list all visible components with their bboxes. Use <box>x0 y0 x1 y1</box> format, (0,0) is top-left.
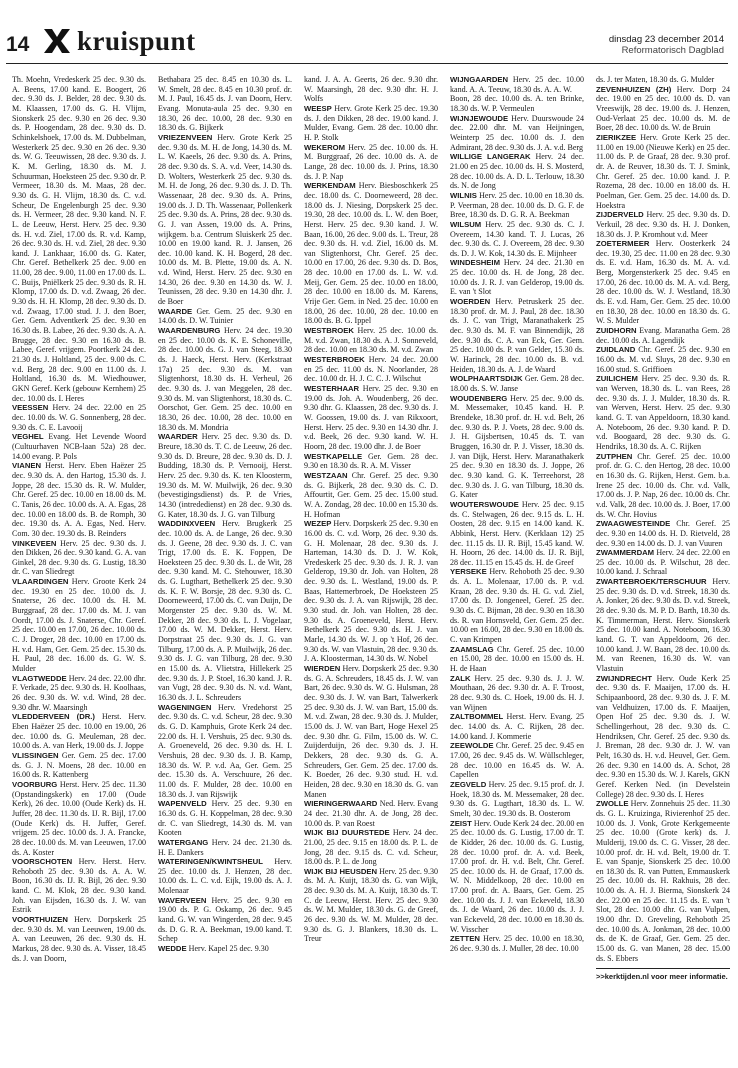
listing-entry: ZWIJNDRECHT Herv. Oude Kerk 25 dec. 9.30 ds. F. Maaijen, 17.00 ds. H. Schipaanboord, 28 dec. 9.30 ds. J. F. M. van Veldhuizen, 17.00 ds. F. Maaijen, Open Hof 25 dec. 9.30 ds. J. W. Schellingerhout, 28 dec. 9.30 ds. C. Hendriksen, Chr. Geref. 25 dec. 9.30 ds. J. Breman, 28 dec. 9.30 dr. J. W. van Pelt, 16.30 ds. H. v.d. Heuvel, Ger. Gem. 26 dec. 9.30 en 14.00 ds. A. Schot, 28 dec. 9.30 en 15.30 ds. W. J. Karels, GKN Geref. Kerken Ned. (in Develstein College) 28 dec. 9.30 ds. I. Heres <box>596 673 730 799</box>
listing-entry: WEZEP Herv. Dorpskerk 25 dec. 9.30 en 16.00 ds. C. v.d. Worp, 26 dec. 9.30 ds. G. H. Molenaar, 28 dec. 9.30 ds. J. Harteman, 14.30 ds. D. J. W. Kok, Vredeskerk 25 dec. 9.30 ds. J. R. J. van Gelderop, 19.30 dr. Joh. van Holten, 28 dec. 9.30 ds. L. Westland, 19.00 ds. P. Baas, Hattemerbroek, De Hoeksteen 25 dec. 9.30 ds. J. A. van Rijswijk, 28 dec. 9.30 stud. dr. Joh. van Holten, 28 dec. 9.30 ds. A. Groeneveld, Herst. Herv. Bethelkerk 25 dec. 9.30 ds. H. J. van Marle, 14.30 ds. W. J. op 't Hof, 26 dec. 9.30 ds. W. van Vlastuin, 28 dec. 9.30 ds. J. A. Kloosterman, 14.30 ds. W. Nobel <box>304 519 438 664</box>
listing-entry: WADDINXVEEN Herv. Brugkerk 25 dec. 10.00 ds. A. de Lange, 26 dec. 9.30 ds. J. Geene, 28 dec. 9.30 ds. J. C. van Trigt, 17.00 ds. E. K. Foppen, De Hoeksteen 25 dec. 9.30 ds. L. de Wit, 28 dec. 9.30 kand. M. C. Stehouwer, 18.30 ds. G. Lugthart, Bethelkerk 25 dec. 9.30 ds. K. F. W. Borsje, 28 dec. 9.30 ds. C. Doorneweerd, 17.00 ds. C. van Duijn, De Morgenster 25 dec. 9.30 ds. W. M. Dekker, 28 dec. 9.30 ds. L. J. Vogelaar, 17.00 ds. W. M. Dekker, Herst. Herv. Dorpstraat 25 dec. 9.30 ds. J. G. van Tilburg, 17.00 ds. A. P. Muilwijk, 26 dec. 9.30 ds. J. G. van Tilburg, 28 dec. 9.30 en 15.00 ds. A. Vlietstra, Hillekerk 25 dec. 9.30 ds. J. P. Stoel, 16.30 kand. J. R. van Vugt, 28 dec. 9.30 ds. N. v.d. Want, 16.30 ds. J. L. Schreuders <box>158 519 292 702</box>
listing-entry: VEGHEL Evang. Het Levende Woord (Cultuurhaven NCB-laan 52a) 28 dec. 14.00 evang. P. Pols <box>12 432 146 461</box>
listing-entry: WATERGANG Herv. 24 dec. 21.30 ds. H. E. Dankers <box>158 837 292 857</box>
listing-entry: WESTERHAAR Herv. 25 dec. 9.30 en 19.00 ds. Joh. A. Woudenberg, 26 dec. 9.30 dhr. G. Klaassen, 28 dec. 9.30 ds. J. W. Goossen, 19.00 ds. J. van Rikxoort, Herst. Herv. 25 dec. 9.30 en 14.30 dhr. J. v.d. Beek, 26 dec. 9.30 kand. W. H. Hoorn, 28 dec. 19.00 dhr. J. de Boer <box>304 384 438 451</box>
listing-entry: WILSUM Herv. 25 dec. 9.30 ds. C. J. Overeem, 14.30 kand. T. J. Lucas, 26 dec. 9.30 ds. C. J. Overeem, 28 dec. 9.30 ds. D. J. W. Kok, 14.30 ds. E. Mijnheer <box>450 219 584 258</box>
listing-entry: VOORSCHOTEN Herv. Herst. Herv. Rehoboth 25 dec. 9.30 ds. A. A. W. Boon, 16.30 ds. IJ. R. Bijl, 26 dec. 9.30 kand. C. M. Klok, 28 dec. 9.30 kand. Joh. van Eijsden, 16.30 ds. J. W. van Estrik <box>12 857 146 915</box>
listing-entry: WIJK BIJ HEUSDEN Herv. 25 dec. 9.30 ds. M. A. Kuijt, 18.30 ds. G. van Wijk, 28 dec. 9.30 ds. M. A. Kuijt, 18.30 ds. T. C. de Leeuw, Herst. Herv. 25 dec. 9.30 ds. W. M. Mulder, 18.30 ds. G. de Greef, 26 dec. 9.30 ds. W. M. Mulder, 28 dec. 9.30 ds. G. J. Blankers, 18.30 ds. L. Treur <box>304 866 438 944</box>
listing-entry: ZETTEN Herv. 25 dec. 10.00 en 18.30, 26 dec. 9.30 ds. J. Muller, 28 dec. 10.00 <box>450 934 584 954</box>
listing-entry: WAVERVEEN Herv. 25 dec. 9.30 en 19.00 ds. P. G. Oskamp, 26 dec. 9.45 kand. G. W. van Wingerden, 28 dec. 9.45 ds. D. G. R. A. Beekman, 19.00 kand. T. Schep <box>158 895 292 944</box>
listing-entry: VINKEVEEN Herv. 25 dec. 9.30 ds. J. den Dikken, 26 dec. 9.30 kand. G. A. van Ginkel, 28 dec. 9.30 ds. G. Lustig, 18.30 dr. C. van Sliedregt <box>12 538 146 577</box>
listing-entry: WIERDEN Herv. Dorpskerk 25 dec. 9.30 ds. G. A. Schreuders, 18.45 ds. J. W. van Bart, 26 dec. 9.30 ds. W. G. Hulsman, 28 dec. 9.30 ds. J. W. van Bart, Talwerkerk 25 dec. 9.30 ds. J. W. van Bart, 15.00 ds. M. v.d. Zwan, 28 dec. 9.30 ds. J. Mulder, 15.00 ds. J. W. van Bart, Hoge Hexel 25 dec. 9.30 dhr. G. Film, 15.00 ds. W. C. Zuijderduijn, 26 dec. 9.30 ds. J. H. Dekkers, 28 dec. 9.30 ds. G. A. Schreuders, Ger. Gem. 25 dec. 17.00 ds. K. Boeder, 26 dec. 9.30 stud. H. v.d. Heiden, 28 dec. 9.30 en 18.30 ds. G. van Manen <box>304 664 438 799</box>
listing-entry: VLISSINGEN Ger. Gem. 25 dec. 17.00 ds. G. J. N. Moens, 28 dec. 10.00 en 16.00 ds. R. Kattenberg <box>12 750 146 780</box>
listing-entry: ZUILICHEM Herv. 25 dec. 9.30 ds. R. van Werven, 18.30 ds. L. van Rees, 28 dec. 9.30 ds. J. J. Mulder, 18.30 ds. R. van Werven, Herst. Herv. 25 dec. 9.30 kand. G. T. van Appeldoorn, 18.30 kand. A. Noteboom, 26 dec. 9.30 kand. P. D. v.d. Boogaard, 28 dec. 9.30 ds. G. Hendriks, 18.30 ds. A. C. Rijken <box>596 374 730 451</box>
footer-note: >>kerktijden.nl voor meer informatie. <box>596 968 730 982</box>
listing-entry: VOORTHUIZEN Herv. Dorpskerk 25 dec. 9.30 ds. M. van Leeuwen, 19.00 ds. A. van Leeuwen, 26 dec. 9.30 ds. H. Markus, 28 dec. 9.30 ds. A. Visser, 18.45 ds. J. van Doorn, <box>12 915 146 963</box>
church-services-listing <box>12 75 730 1055</box>
listing-entry: ZOETERMEER Herv. Oosterkerk 24 dec. 19.30, 25 dec. 11.00 en 28 dec. 9.30 ds. E. v.d. Ham, 16.30 ds. M. A. v.d. Berg, Morgensterkerk 25 dec. 9.45 en 17.00, 26 dec. 10.00 ds. M. A. v.d. Berg, 28 dec. 10.00 ds. W. J. Westland, 18.30 ds. E. v.d. Ham, Ger. Gem. 25 dec. 10.00 en 18.30, 28 dec. 10.00 en 18.30 ds. G. W. S. Mulder <box>596 239 730 326</box>
listing-entry: ZIJDERVELD Herv. 25 dec. 9.30 ds. D. Verkuil, 28 dec. 9.30 ds. H. J. Donken, 18.30 ds. J. P. Kromhout v.d. Meer <box>596 210 730 239</box>
listing-entry: WESTZAAN Chr. Geref. 25 dec. 9.30 ds. G. Bijkerk, 28 dec. 9.30 ds. C. D. Affourtit, Ger. Gem. 25 dec. 15.00 stud. W. A. Zondag, 28 dec. 10.00 en 15.30 ds. H. Hofman <box>304 470 438 519</box>
listing-entry: WIERINGERWAARD Ned. Herv. Evang 24 dec. 21.30 dhr. A. de Jong, 28 dec. 10.00 ds. P. van Roest <box>304 799 438 828</box>
listing-entry: WILNIS Herv. 25 dec. 10.00 en 18.30 ds. P. Veerman, 28 dec. 10.00 ds. D. G. F. de Bree, 18.30 ds. D. G. R. A. Beekman <box>450 190 584 220</box>
column-4 <box>450 75 584 1055</box>
section-title: kruispunt <box>77 26 196 56</box>
listing-entry: ZEGVELD Herv. 25 dec. 9.15 prof. dr. J. Hoek, 18.30 ds. M. Messemaker, 28 dec. 9.30 ds. G. Lugthart, 18.30 ds. L. W. Smelt, 30 dec. 19.30 ds. B. Oosterom <box>450 779 584 818</box>
listing-entry: Bethabara 25 dec. 8.45 en 10.30 ds. L. W. Smelt, 28 dec. 8.45 en 10.30 prof. dr. M. J. Paul, 16.45 ds. J. van Doorn, Herv. Evang. Monuta-aula 25 dec. 9.30 en 18.30, 26 dec. 10.00, 28 dec. 9.30 en 18.30 ds. G. Bijkerk <box>158 75 292 133</box>
dateline <box>609 34 724 56</box>
listing-entry: WESTBROEK Herv. 25 dec. 10.00 ds. M. v.d. Zwan, 18.30 ds. A. J. Sonneveld, 28 dec. 10.00 en 18.30 ds. M. v.d. Zwan <box>304 326 438 355</box>
cross-logo-icon <box>41 26 73 56</box>
listing-entry: WOERDEN Herv. Petruskerk 25 dec. 18.30 prof. dr. M. J. Paul, 28 dec. 18.30 ds. J. C. van Trigt, Maranathakerk 25 dec. 9.30 ds. M. F. van Binnendijk, 28 dec. 9.30 ds. C. A. van Eck, Ger. Gem. 25 dec. 10.00 ds. P. van Gelder, 15.30 ds. W. Harinck, 28 dec. 10.00 ds. B. v.d. Heiden, 18.30 ds. A. J. de Waard <box>450 297 584 374</box>
listing-entry: ZEVENHUIZEN (ZH) Herv. Dorp 24 dec. 19.00 en 25 dec. 10.00 ds. D. van Vreeswijk, 28 dec. 19.00 ds. J. Henzen, Oud-Verlaat 25 dec. 10.00 ds. M. de Boer, 28 dec. 10.00 ds. W. de Bruin <box>596 84 730 133</box>
listing-entry: WIJNGAARDEN Herv. 25 dec. 10.00 kand. A. A. Teeuw, 18.30 ds. A. A. W. <box>450 75 584 94</box>
listing-entry: WINDESHEIM Herv. 24 dec. 21.30 en 25 dec. 10.00 ds. H. de Jong, 28 dec. 10.00 ds. J. R. J. van Gelderop, 19.00 ds. E. van 't Slot <box>450 258 584 297</box>
column-2 <box>158 75 292 1055</box>
listing-entry: WAGENINGEN Herv. Vredehorst 25 dec. 9.30 ds. C. v.d. Scheur, 28 dec. 9.30 ds. G. D. Kamphuis, Grote Kerk 24 dec. 22.00 ds. H. I. Vershuis, 25 dec. 9.30 ds. A. Groeneveld, 26 dec. 9.30 ds. H. I. Vershuis, 28 dec. 9.30 ds. J. B. Kamp, 18.30 ds. W. P. v.d. Aa, Ger. Gem. 25 dec. 15.30 ds. A. Verschuure, 26 dec. 11.00 ds. F. Mulder, 28 dec. 10.00 en 18.30 ds. J. van Rijswijk <box>158 702 292 799</box>
listing-entry: ZWARTEBROEK/TERSCHUUR Herv. 25 dec. 9.30 ds. D. v.d. Streek, 18.30 ds. A. Jonker, 26 dec. 9.30 ds. D. v.d. Streek, 28 dec. 9.30 ds. M. P. D. Barth, 18.30 ds. K. Timmerman, Herst. Herv. Sionskerk 25 dec. 10.00 kand. A. Noteboom, 16.30 kand. G. T. van Appeldoorn, 26 dec. 10.00 kand. J. W. Baan, 28 dec. 10.00 ds. M. van Reenen, 16.30 ds. W. van Vlastuin <box>596 577 730 674</box>
listing-entry: VLAARDINGEN Herv. Groote Kerk 24 dec. 19.30 en 25 dec. 10.00 ds. J. Snaterse, 26 dec. 10.00 ds. H. M. Burggraaf, 28 dec. 17.00 ds. M. J. van Oordt, 17.00 ds. J. Snaterse, Chr. Geref. 25 dec. 10.00 en 17.00, 26 dec. 10.00 ds. C. J. Droger, 28 dec. 10.00 en 17.00 ds. H. v.d. Ham, Ger. Gem. 25 dec. 15.30 ds. H. Paul, 28 dec. 16.00 ds. G. W. S. Mulder <box>12 577 146 674</box>
listing-entry: WIJNJEWOUDE Herv. Duurswoude 24 dec. 22.00 dhr. M. van Heijningen, Weinterp 25 dec. 10.00 ds. J. den Admirant, 28 dec. 9.30 ds. J. A. v.d. Berg <box>450 113 584 152</box>
listing-entry: ZUTPHEN Chr. Geref. 25 dec. 10.00 prof. dr. G. C. den Hertog, 28 dec. 10.00 en 16.30 ds. G. Rijken, Herst. Gem. b.a. Irene 25 dec. 10.00 ds. Chr. v.d. Valk, 17.00 ds. J. P. Nap, 26 dec. 10.00 ds. Chr. v.d. Valk, 28 dec. 10.00 ds. J. Boer, 17.00 ds. W. Chr. Hovius <box>596 451 730 519</box>
header-rule <box>6 63 728 64</box>
listing-entry: WESTERBROEK Herv. 24 dec. 20.00 en 25 dec. 11.00 ds. N. Noorlander, 28 dec. 10.00 dr. H. J. C. C. J. Wilschut <box>304 355 438 384</box>
listing-entry: kand. J. A. A. Geerts, 26 dec. 9.30 dhr. W. Maarsingh, 28 dec. 9.30 dhr. H. J. Wolfs <box>304 75 438 104</box>
listing-entry: WESTKAPELLE Ger. Gem. 28 dec. 9.30 en 18.30 ds. R. A. M. Visser <box>304 451 438 471</box>
listing-entry: ds. J. ter Maten, 18.30 ds. G. Mulder <box>596 75 715 84</box>
listing-entry: WERKENDAM Herv. Biesboschkerk 25 dec. 18.00 ds. C. Doorneweerd, 28 dec. 18.00 ds. J. Niesing, Dorpskerk 25 dec. 19.30, 28 dec. 10.00 ds. L. W. den Boer, Herst. Herv. 25 dec. 9.30 kand. J. W. Baan, 16.00, 26 dec. 9.00 ds. L. Treur, 28 dec. 9.30 ds. H. v.d. Ziel, 16.00 ds. M. van Sligtenhorst, Chr. Geref. 25 dec. 10.00 en 17.00, 26 dec. 9.30 ds. D. Bos, 28 dec. 10.00 en 17.00 ds. L. W. v.d. Meij, Ger. Gem. 25 dec. 10.00 en 18.00, 28 dec. 10.00 en 18.00 ds. M. Karens, Vrije Ger. Gem. in Ned. 25 dec. 10.00 en 18.00, 26 dec. 10.00, 28 dec. 10.00 en 18.00 ds. B. G. Ippel <box>304 181 438 326</box>
listing-entry: VIANEN Herst. Herv. Eben Haëzer 25 dec. 9.30 ds. A. den Hartog, 15.30 ds. J. Joppe, 28 dec. 15.30 ds. R. W. Mulder, Chr. Geref. 25 dec. 10.00 en 18.00 ds. M. C. Tanis, 26 dec. 10.00 ds. A. A. Egas, 28 dec. 10.00 en 18.00 ds. B. de Romph, 30 dec. 19.30 ds. A. A. Egas, Ned. Herv. Com. 30 dec. 19.30 ds. B. Reinders <box>12 461 146 538</box>
listing-entry: WAPENVELD Herv. 25 dec. 9.30 en 16.30 ds. G. H. Koppelman, 28 dec. 9.30 dr. C. van Sliedregt, 14.30 ds. M. van Kooten <box>158 799 292 838</box>
listing-entry: WOLPHAARTSDIJK Ger. Gem. 28 dec. 18.00 ds. S. W. Janse <box>450 374 584 393</box>
listing-entry: ZWAAGWESTEINDE Chr. Geref. 25 dec. 9.30 en 14.00 ds. H. D. Rietveld, 28 dec. 9.30 en 14.00 ds. D. J. van Vuuren <box>596 519 730 548</box>
date-text: dinsdag 23 december 2014 <box>608 34 724 45</box>
listing-entry: Boon, 28 dec. 10.00 ds. A. ten Brinke, 18.30 ds. W. P. Vermeulen <box>450 94 584 113</box>
listing-entry: WAARDENBURG Herv. 24 dec. 19.30 en 25 dec. 10.00 ds. K. E. Schoneville, 28 dec. 10.00 ds. G. J. van Steeg, 18.30 ds. J. Haeck, Herst. Herv. (Kerkstraat 17a) 25 dec. 9.30 ds. M. van Sligtenhorst, 18.30 ds. H. Verheul, 26 dec. 9.30 ds. J. van Meggelen, 28 dec. 9.30 ds. M. van Sligtenhorst, 18.30 ds. C. Oorschot, Ger. Gem. 25 dec. 10.00 en 18.30, 26 dec. 10.00, 28 dec. 10.00 en 18.30 ds. M. Mondria <box>158 326 292 432</box>
column-1 <box>12 75 146 1055</box>
listing-entry: YERSEKE Herv. Rehoboth 25 dec. 9.30 ds. A. L. Molenaar, 17.00 ds. P. v.d. Kraan, 28 dec. 9.30 ds. H. G. v.d. Ziel, 17.00 ds. D. Jongeneel, Geref. 25 dec. 9.30 ds. C. Bijman, 28 dec. 9.30 en 18.30 ds. R. van Hornsveld, Ger. Gem. 25 dec. 10.00 en 16.00, 28 dec. 9.30 en 18.00 ds. C. van Krimpen <box>450 567 584 645</box>
column-5 <box>596 75 730 1055</box>
listing-entry: ZUIDLAND Chr. Geref. 25 dec. 9.30 en 16.00 ds. M. v.d. Sluys, 28 dec. 9.30 en 16.00 stud. S. Griffioen <box>596 345 730 374</box>
listing-entry: WAARDE Ger. Gem. 25 dec. 9.30 en 14.00 ds. D. W. Tuinier <box>158 306 292 326</box>
column-3 <box>304 75 438 1055</box>
listing-entry: WEESP Herv. Grote Kerk 25 dec. 19.30 ds. J. den Dikken, 28 dec. 19.00 kand. J. Mulder, Evang. Gem. 28 dec. 10.00 dhr. H. P. Stolk <box>304 103 438 142</box>
page-number: 14 <box>6 33 30 56</box>
listing-entry: Th. Moehn, Vredeskerk 25 dec. 9.30 ds. A. Beens, 17.00 kand. E. Boogert, 26 dec. 9.30 ds. J. Belder, 28 dec. 9.30 ds. M. Klaassen, 17.00 ds. G. H. Vlijm, Sionskerk 25 dec. 9.30 en 26 dec. 9.30 ds. P. Hoogendam, 28 dec. 9.30 ds. D. Schinkelshoek, 17.00 ds. M. Dubbelman, Westerkerk 25 dec. 9.30 en 26 dec. 9.30 ds. W. G. Teeuwissen, 28 dec. 9.30 ds. J. K. M. Gerling, 18.30 ds. M. J. Schuurman, Hoeksteen 25 dec. 9.30 dr. P. Vermeer, 18.30 ds. M. Maas, 28 dec. 9.30 ds. G. H. Vlijm, 18.30 ds. C. v.d. Scheur, De Engelenburgh 25 dec. 9.30 ds. H. Vermeer, 28 dec. 9.30 kand. N. F. L. de Leeuw, Herst. Herv. 25 dec. 9.30 ds. H. v.d. Ziel, 17.00 ds. R. v.d. Kamp, 26 dec. 9.30 ds. H. v.d. Ziel, 28 dec. 9.30 kand. J. Lankhaar, 16.00 ds. G. Kater, Chr. Geref. Bethelkerk 25 dec. 9.00 en 11.00, 28 dec. 9.00, 11.00 en 17.00 ds. L. C. Buijs, Pniëlkerk 25 dec. 9.30 ds. R. H. Klomp, 17.00 ds. D. v.d. Zwaag, 26 dec. 9.30 ds. H. H. Klomp, 28 dec. 9.30 ds. D. v.d. Zwaag, 17.00 stud. J. J. den Boer, Ger. Gem. Adventkerk 25 dec. 9.30 en 16.30 ds. B. Labee, 26 dec. 9.30 ds. A. A. Brugge, 28 dec. 9.30 en 16.30 ds. B. Labee, Geref. vrijgem. Poortkerk 24 dec. 21.30 ds. J. Holtland, 25 dec. 9.00 ds. C. v.d. Berg, 28 dec. 9.00 en 11.00 ds. J. Holtland, 16.30 ds. M. Wiedhouwer, GKN Geref. Kerk (gebouw Kernhem) 25 dec. 10.00 ds. I. Heres <box>12 75 146 403</box>
listing-entry: WIJK BIJ DUURSTEDE Herv. 24 dec. 21.00, 25 dec. 9.15 en 18.00 ds. P. L. de Jong, 28 dec. 9.15 ds. C. v.d. Scheur, 18.00 ds. P. L. de Jong <box>304 828 438 867</box>
listing-entry: VOORBURG Herst. Herv. 25 dec. 11.30 (Opstandingskerk) en 17.00 (Oude Kerk), 26 dec. 10.00 (Oude Kerk) ds. H. Juffer, 28 dec. 11.30 ds. IJ. R. Bijl, 17.00 (Oude Kerk) ds. H. Juffer, Geref. vrijgem. 25 dec. 10.00 ds. J. A. Francke, 28 dec. 10.00 ds. M. van Leeuwen, 17.00 ds. A. Koster <box>12 779 146 857</box>
listing-entry: VRIEZENVEEN Herv. Grote Kerk 25 dec. 9.30 ds. M. H. de Jong, 14.30 ds. M. L. W. Kaeels, 26 dec. 9.30 ds. A. Prins, 28 dec. 9.30 ds. S. A. v.d. Veer, 14.30 ds. D. Wolters, Westerkerk 25 dec. 9.30 ds. M. H. de Jong, 26 dec. 9.30 ds. J. D. Th. Wassenaar, 28 dec. 9.30 ds. A. Prins, 19.00 ds. J. D. Th. Wassenaar, Pollenkerk 25 dec. 9.30 ds. A. Prins, 28 dec. 9.30 ds. G. J. van Assen, 19.00 ds. A. Prins, wijkgem. b.a. Centrum Sluiskerk 25 dec. 10.00 en 19.00 kand. R. J. Jansen, 26 dec. 10.00 kand. K. H. Bogerd, 28 dec. 10.00 ds. M. B. Plette, 19.00 ds. A. N. v.d. Wind, Herst. Herv. 25 dec. 9.30 en 14.30, 26 dec. 9.30 en 14.30 ds. W. J. Teunissen, 28 dec. 9.30 en 14.30 dhr. J. de Boer <box>158 132 292 307</box>
listing-entry: VLEDDERVEEN (DR.) Herst. Herv. Eben Haëzer 25 dec. 10.00 en 19.00, 26 dec. 10.00 ds. G. Meuleman, 28 dec. 10.00 ds. A. van Herk, 19.00 ds. J. Joppe <box>12 712 146 751</box>
listing-entry: ZALK Herv. 25 dec. 9.30 ds. J. J. W. Mouthaan, 26 dec. 9.30 dr. A. F. Troost, 28 dec. 9.30 ds. C. Hoek, 19.00 ds. H. J. van Wijnen <box>450 673 584 712</box>
listing-entry: ZEEWOLDE Chr. Geref. 25 dec. 9.45 en 17.00, 26 dec. 9.45 ds. W. Wüllschleger, 28 dec. 10.00 en 16.45 ds. W. A. Capellen <box>450 741 584 780</box>
listing-entry: WEKEROM Herv. 25 dec. 10.00 ds. H. M. Burggraaf, 26 dec. 10.00 ds. A. de Lange, 28 dec. 10.00 ds. J. Prins, 18.30 ds. J. P. Nap <box>304 142 438 181</box>
listing-entry: WILLIGE LANGERAK Herv. 24 dec. 21.00 en 25 dec. 10.00 ds. H. S. Mosterd, 28 dec. 10.00 ds. A. D. L. Terlouw, 18.30 ds. N. de Jong <box>450 152 584 191</box>
listing-entry: ZWAMMERDAM Herv. 24 dec. 22.00 en 25 dec. 10.00 ds. P. Wilschut, 28 dec. 10.00 kand. J. Schraal <box>596 548 730 577</box>
page-header <box>0 0 738 64</box>
listing-entry: ZALTBOMMEL Herst. Herv. Evang. 25 dec. 14.00 ds. A. C. Rijken, 28 dec. 14.00 kand. J. Kommerie <box>450 712 584 741</box>
listing-entry: ZWOLLE Herv. Zonnehuis 25 dec. 11.30 ds. G. L. Kruizinga, Rivierenhof 25 dec. 10.00 ds. J. Vonk, Grote Kerkgemeente 25 dec. 10.00 (Grote kerk) ds. J. Mulderij, 19.00 ds. C. G. Visser, 28 dec. 10.00 prof. dr. H. v.d. Belt, 19.00 dr. T. E. van Spanje, Sionskerk 25 dec. 10.00 en 18.30 ds. R. van Putten, Emmauskerk 25 dec. 10.00 ds. H. Rakhuis, 28 dec. 10.00 ds. A. H. J. Bierma, Sionskerk 24 dec. 22.00 en 25 dec. 11.15 ds. E. van 't Slot, 28 dec. 10.00 dhr. G. van Vulpen, 19.00 dhr. D. Greveling, Rehoboth 25 dec. 10.00 ds. A. Jonkman, 28 dec. 10.00 ds. de K. de Graaf, Ger. Gem. 25 dec. 15.00 ds. G. van Manen, 28 dec. 15.00 ds. S. Ebbers <box>596 799 730 963</box>
newspaper-name: Reformatorisch Dagblad <box>621 45 724 56</box>
listing-entry: ZAAMSLAG Chr. Geref. 25 dec. 10.00 en 15.00, 28 dec. 10.00 en 15.00 ds. H. H. de Haan <box>450 644 584 674</box>
listing-entry: WEDDE Herv. Kapel 25 dec. 9.30 <box>158 944 269 954</box>
listing-entry: WOUTERSWOUDE Herv. 25 dec. 9.15 ds. C. Stelwagen, 26 dec. 9.15 ds. L. H. Oosten, 28 dec. 9.15 en 14.00 kand. K. Abbink, Herst. Herv. (Kerklaan 12) 25 dec. 11.15 ds. IJ. R. Bijl, 15.45 kand. W. H. Hoorn, 26 dec. 14.00 ds. IJ. R. Bijl, 28 dec. 11.15 en 15.45 ds. H. de Greef <box>450 499 584 567</box>
listing-entry: WOUDENBERG Herv. 25 dec. 9.00 ds. M. Messemaker, 10.45 kand. H. P. Brendeke, 18.30 prof. dr. H. v.d. Belt, 26 dec. 9.30 ds. P. J. Voets, 28 dec. 9.00 ds. J. H. Gijsbertsen, 10.45 ds. T. van Bruggen, 16.30 dr. P. J. Visser, 18.30 ds. J. van Dijk, Herst. Herv. Maranathakerk 25 dec. 9.30 en 18.30 ds. J. Joppe, 26 dec. 9.30 kand. G. K. Terreehorst, 28 dec. 9.30 ds. J. G. van Tilburg, 18.30 ds. G. Kater <box>450 393 584 500</box>
listing-entry: ZIERIKZEE Herv. Grote Kerk 25 dec. 11.00 en 19.00 (Nieuwe Kerk) en 25 dec. 11.00 ds. P. de Graaf, 28 dec. 9.30 prof. dr. A. de Reuver, 18.30 ds. T. J. Smink, Chr. Geref. 25 dec. 10.00 kand. J. P. Rozema, 28 dec. 10.00 en 18.00 ds. H. Poelman, Ger. Gem. 25 dec. 14.00 ds. D. Hoekstra <box>596 132 730 210</box>
listing-entry: VLAGTWEDDE Herv. 24 dec. 22.00 dhr. F. Verkade, 25 dec. 9.30 ds. H. Koolhaas, 26 dec. 9.30 ds. W. v.d. Wind, 28 dec. 9.30 dhr. W. Maarsingh <box>12 673 146 712</box>
listing-entry: ZUIDHORN Evang. Maranatha Gem. 28 dec. 10.00 ds. A. Lagendijk <box>596 326 730 345</box>
listing-entry: VEESSEN Herv. 24 dec. 22.00 en 25 dec. 10.00 ds. W. G. Sonnenberg, 28 dec. 9.30 ds. C. E. Lavooij <box>12 403 146 432</box>
listing-entry: ZEIST Herv. Oude Kerk 24 dec. 20.00 en 25 dec. 10.00 ds. G. Lustig, 17.00 dr. T. de Kidder, 26 dec. 10.00 ds. G. Lustig, 28 dec. 10.00 prof. dr. A. v.d. Beek, 17.00 prof. dr. H. v.d. Belt, Chr. Geref. 25 dec. 10.00 ds. H. de Graaf, 17.00 ds. W. N. Middelkoop, 28 dec. 10.00 en 17.00 prof. dr. A. Baars, Ger. Gem. 25 dec. 10.00 ds. J. J. van Eckeveld, 18.30 ds. J. de Waard, 26 dec. 10.00 ds. J. J. van Eckeveld, 28 dec. 10.00 en 18.30 ds. W. Visscher <box>450 818 584 934</box>
listing-entry: WAARDER Herv. 25 dec. 9.30 ds. D. Breure, 18.30 ds. T. C. de Leeuw, 26 dec. 9.30 ds. D. Breure, 28 dec. 9.30 ds. D. J. Budding, 18.30 ds. P. Vernooij, Herst. Herv. 25 dec. 9.30 ds. K. ten Kloosterm, 19.30 ds. M. W. Muilwijk, 26 dec. 9.30 (bevestigingsdienst) ds. P. de Vries, 14.30 (intrededienst) en 28 dec. 9.30 ds. G. Kater, 18.30 ds. J. G. van Tilburg <box>158 432 292 519</box>
listing-entry: WATERINGEN/KWINTSHEUL Herv. 25 dec. 10.00 ds. J. Henzen, 28 dec. 10.00 ds. L. C. v.d. Eijk, 19.00 ds. A. J. Molenaar <box>158 857 292 896</box>
